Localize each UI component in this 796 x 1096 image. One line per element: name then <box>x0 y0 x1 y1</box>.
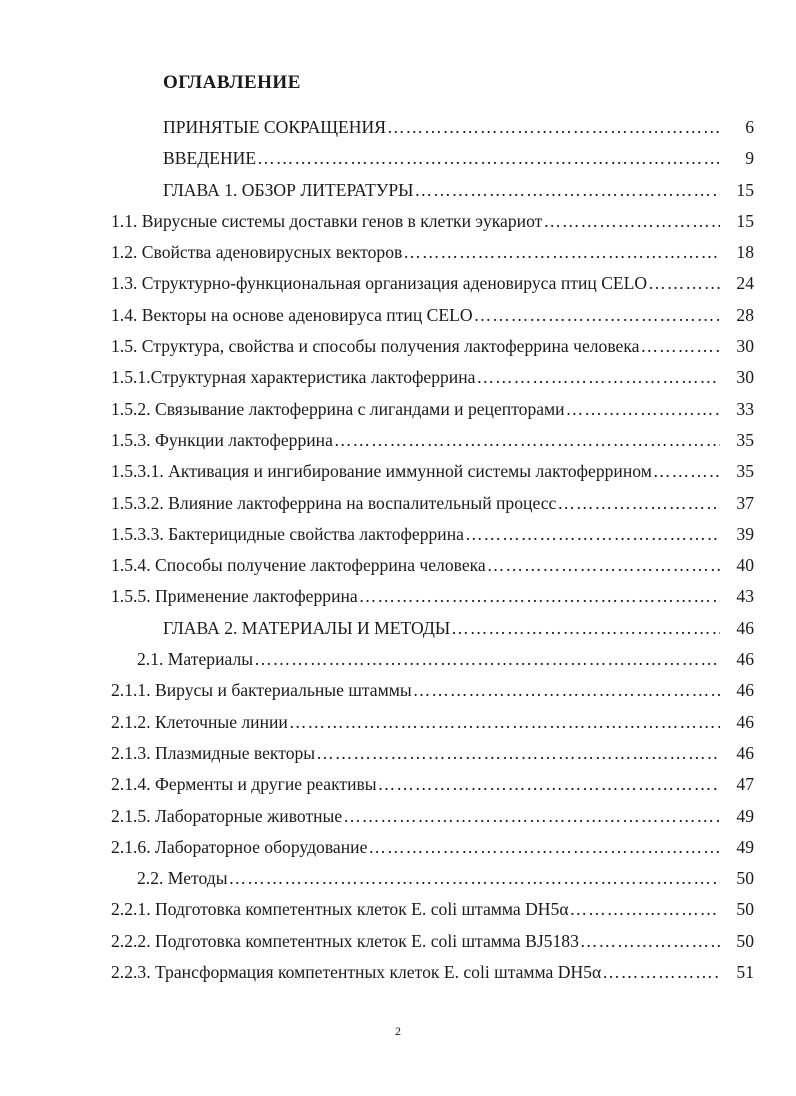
toc-page-number: 43 <box>736 586 754 607</box>
toc-entry-title: 1.5.2. Связывание лактоферрина с лигандами и рецепторами <box>111 398 565 419</box>
toc-page-number: 46 <box>736 617 754 638</box>
toc-row <box>0 394 796 425</box>
toc-leader-dots <box>601 957 720 988</box>
toc-page-number: 33 <box>736 398 754 419</box>
toc-entry-title: 1.2. Свойства аденовирусных векторов <box>111 242 403 263</box>
toc-entry <box>111 206 720 237</box>
toc-page-number: 6 <box>745 117 754 137</box>
toc-row <box>0 519 796 550</box>
toc-entry <box>111 362 720 393</box>
toc-leader-dots <box>569 894 720 925</box>
toc-entry <box>111 425 720 456</box>
toc-entry <box>111 675 720 706</box>
toc-leader-dots <box>315 738 720 769</box>
toc-leader-dots <box>342 801 720 832</box>
page-title: ОГЛАВЛЕНИЕ <box>163 72 301 93</box>
toc-page-number: 50 <box>736 868 754 889</box>
toc-leader-dots <box>377 769 720 800</box>
toc-row <box>0 832 796 863</box>
toc-entry-title: 2.1.3. Плазмидные векторы <box>111 742 316 763</box>
toc-entry <box>163 175 720 206</box>
toc-leader-dots <box>647 268 720 299</box>
toc-entry-title: ГЛАВА 1. ОБЗОР ЛИТЕРАТУРЫ <box>163 179 414 200</box>
toc-entry-title: 1.5.3.2. Влияние лактоферрина на воспалительный процесс <box>111 492 557 513</box>
toc-leader-dots <box>253 644 720 675</box>
toc-page-number: 46 <box>736 649 754 670</box>
toc-entry <box>111 268 720 299</box>
toc-row <box>0 550 796 581</box>
toc-page-number: 46 <box>736 711 754 732</box>
toc-entry-title: 1.3. Структурно-функциональная организация аденовируса птиц CELO <box>111 273 648 294</box>
toc-entry-title: 2.1.1. Вирусы и бактериальные штаммы <box>111 680 412 701</box>
toc-entry-title: 1.5.3.3. Бактерицидные свойства лактоферрина <box>111 523 464 544</box>
toc-entry-title: 1.1. Вирусные системы доставки генов в клетки эукариот <box>111 210 543 231</box>
toc-page-number: 46 <box>736 680 754 701</box>
toc-row <box>0 894 796 925</box>
toc-leader-dots <box>386 112 720 143</box>
toc-entry <box>111 331 720 362</box>
toc-leader-dots <box>473 300 720 331</box>
toc-entry <box>111 581 720 612</box>
toc-leader-dots <box>288 707 720 738</box>
toc-entry <box>111 237 720 268</box>
toc-entry-title: ВВЕДЕНИЕ <box>163 148 257 169</box>
toc-entry-title: 2.1. Материалы <box>137 649 254 670</box>
toc-entry <box>163 143 720 174</box>
toc-row <box>0 206 796 237</box>
toc-entry <box>111 926 720 957</box>
toc-row <box>0 738 796 769</box>
toc-leader-dots <box>475 362 720 393</box>
toc-entry <box>111 801 720 832</box>
toc-leader-dots <box>402 237 720 268</box>
toc-leader-dots <box>556 488 720 519</box>
toc-page-number: 46 <box>736 742 754 763</box>
toc-entry-title: 1.5.5. Применение лактоферрина <box>111 586 358 607</box>
toc-page-number: 49 <box>736 836 754 857</box>
toc-row <box>0 175 796 206</box>
toc-entry-title: 1.4. Векторы на основе аденовируса птиц CELO <box>111 304 473 325</box>
toc-entry <box>111 707 720 738</box>
toc-row <box>0 237 796 268</box>
table-of-contents <box>0 112 796 988</box>
toc-row <box>0 331 796 362</box>
toc-leader-dots <box>464 519 720 550</box>
toc-leader-dots <box>367 832 720 863</box>
toc-page-number: 9 <box>745 148 754 169</box>
toc-leader-dots <box>450 613 720 644</box>
toc-entry-title: 1.5. Структура, свойства и способы получения лактоферрина человека <box>111 336 640 357</box>
toc-leader-dots <box>228 863 720 894</box>
toc-page-number: 15 <box>736 210 754 231</box>
toc-entry-title: ГЛАВА 2. МАТЕРИАЛЫ И МЕТОДЫ <box>163 617 451 638</box>
toc-leader-dots <box>256 143 720 174</box>
toc-page-number: 35 <box>736 461 754 482</box>
toc-page-number: 30 <box>736 336 754 357</box>
toc-entry-title: 2.1.2. Клеточные линии <box>111 711 288 732</box>
toc-entry <box>137 644 720 675</box>
toc-row <box>0 268 796 299</box>
toc-row <box>0 801 796 832</box>
toc-entry <box>111 488 720 519</box>
toc-row <box>0 456 796 487</box>
toc-leader-dots <box>652 456 720 487</box>
toc-leader-dots <box>579 926 720 957</box>
toc-page-number: 50 <box>736 930 754 951</box>
toc-entry <box>111 738 720 769</box>
toc-entry <box>111 519 720 550</box>
toc-entry <box>111 957 720 988</box>
toc-leader-dots <box>358 581 720 612</box>
toc-row <box>0 769 796 800</box>
toc-leader-dots <box>412 675 720 706</box>
toc-entry-title: 2.2. Методы <box>137 868 228 889</box>
toc-entry-title: 1.5.3. Функции лактоферрина <box>111 429 333 450</box>
toc-entry-title: 2.1.4. Ферменты и другие реактивы <box>111 774 377 795</box>
toc-page-number: 51 <box>736 962 754 983</box>
toc-row <box>0 957 796 988</box>
toc-row <box>0 362 796 393</box>
toc-entry <box>111 832 720 863</box>
toc-entry <box>111 456 720 487</box>
toc-page-number: 40 <box>736 555 754 576</box>
toc-entry <box>137 863 720 894</box>
toc-leader-dots <box>333 425 720 456</box>
toc-page-number: 50 <box>736 899 754 920</box>
page-number: 2 <box>395 1024 401 1038</box>
toc-page-number: 47 <box>736 774 754 795</box>
toc-page-number: 39 <box>736 523 754 544</box>
toc-row <box>0 675 796 706</box>
toc-entry <box>163 112 720 143</box>
toc-entry-title: 1.5.4. Способы получение лактоферрина человека <box>111 555 486 576</box>
toc-page-number: 18 <box>736 242 754 263</box>
toc-row <box>0 112 796 143</box>
toc-page-number: 35 <box>736 429 754 450</box>
toc-entry <box>111 300 720 331</box>
toc-entry-title: 2.1.6. Лабораторное оборудование <box>111 836 368 857</box>
toc-page-number: 15 <box>736 179 754 200</box>
toc-row <box>0 581 796 612</box>
toc-page-number: 24 <box>736 273 754 294</box>
toc-row <box>0 613 796 644</box>
toc-row <box>0 425 796 456</box>
toc-entry <box>163 613 720 644</box>
toc-row <box>0 863 796 894</box>
toc-entry-title: 1.5.3.1. Активация и ингибирование иммунной системы лактоферрином <box>111 461 652 482</box>
toc-leader-dots <box>565 394 720 425</box>
toc-row <box>0 143 796 174</box>
toc-page-number: 49 <box>736 805 754 826</box>
toc-row <box>0 488 796 519</box>
toc-leader-dots <box>486 550 720 581</box>
toc-entry-title: 2.1.5. Лабораторные животные <box>111 805 343 826</box>
toc-entry <box>111 769 720 800</box>
toc-page-number: 37 <box>736 492 754 513</box>
toc-entry-title: 2.2.1. Подготовка компетентных клеток E. coli штамма DH5α <box>111 899 569 920</box>
toc-page-number: 30 <box>736 367 754 388</box>
toc-leader-dots <box>413 175 720 206</box>
toc-entry-title: 2.2.3. Трансформация компетентных клеток E. coli штамма DH5α <box>111 962 602 983</box>
toc-entry <box>111 394 720 425</box>
toc-entry-title: ПРИНЯТЫЕ СОКРАЩЕНИЯ <box>163 117 386 137</box>
toc-entry <box>111 550 720 581</box>
toc-row <box>0 926 796 957</box>
toc-entry-title: 1.5.1.Структурная характеристика лактоферрина <box>111 367 476 388</box>
toc-leader-dots <box>639 331 720 362</box>
toc-row <box>0 707 796 738</box>
toc-leader-dots <box>542 206 720 237</box>
toc-entry <box>111 894 720 925</box>
toc-row <box>0 644 796 675</box>
toc-page-number: 28 <box>736 304 754 325</box>
toc-entry-title: 2.2.2. Подготовка компетентных клеток E. coli штамма BJ5183 <box>111 930 579 951</box>
toc-row <box>0 300 796 331</box>
